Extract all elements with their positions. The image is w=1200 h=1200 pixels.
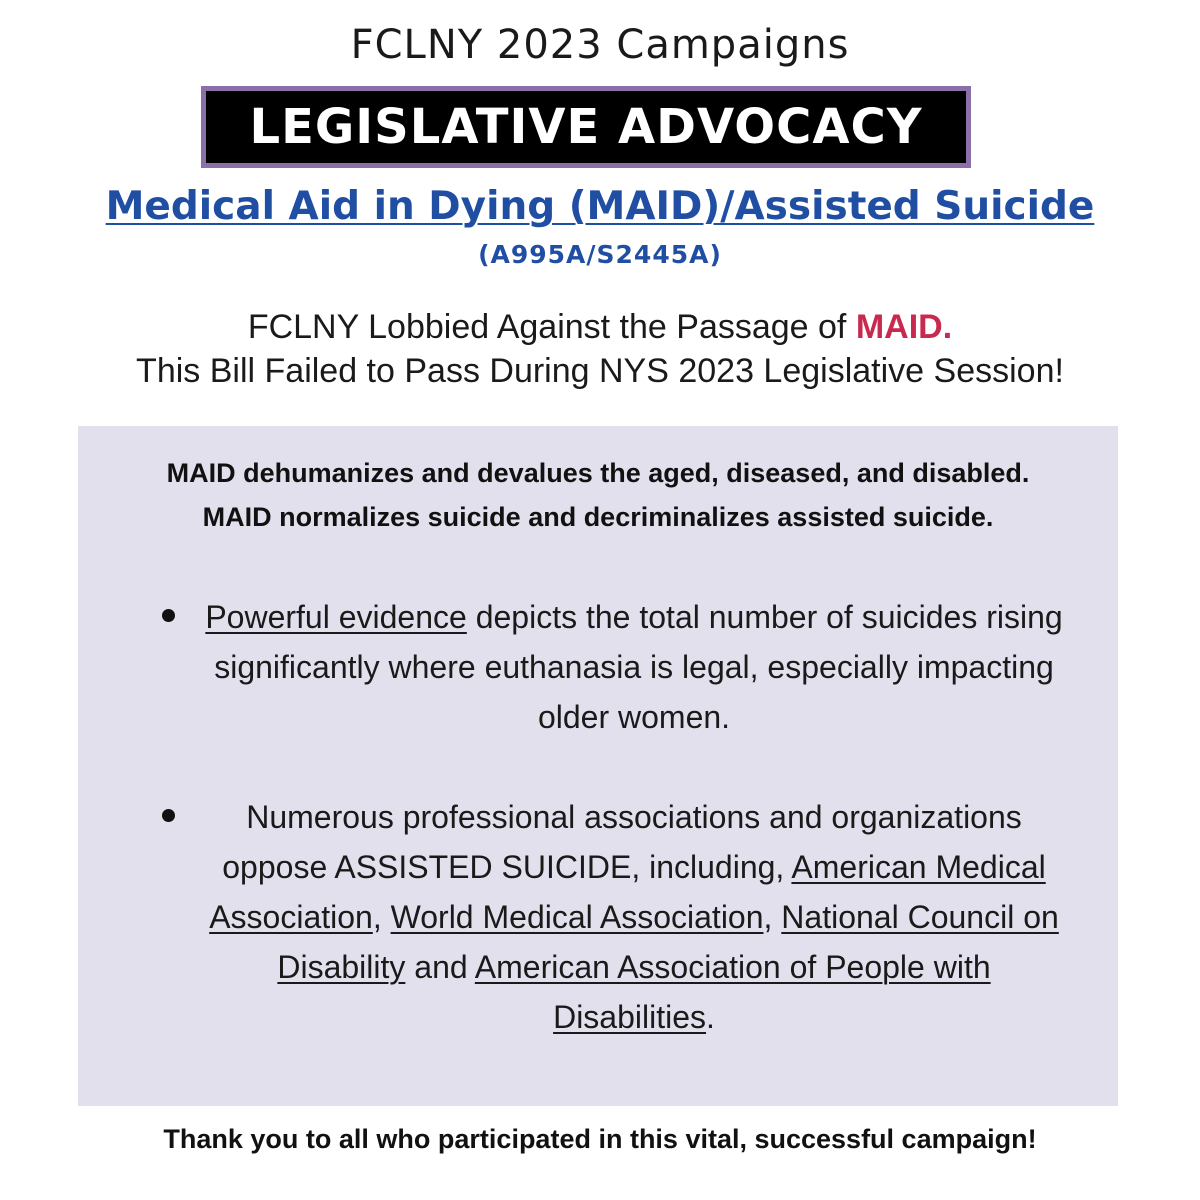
panel-heading-line1: MAID dehumanizes and devalues the aged, diseased, and disabled. <box>166 458 1030 488</box>
separator-and: and <box>405 949 475 985</box>
page-title: FCLNY 2023 Campaigns <box>350 22 850 68</box>
bill-title <box>0 184 1200 229</box>
info-panel <box>78 426 1118 1106</box>
legislative-advocacy-banner <box>201 86 971 168</box>
panel-heading-line2: MAID normalizes suicide and decriminalizes assisted suicide. <box>202 502 994 532</box>
bill-number: (A995A/S2445A) <box>478 240 722 269</box>
lobby-statement-text: FCLNY Lobbied Against the Passage of <box>247 308 856 346</box>
bullet-item-associations-intro: Numerous professional associations and organizations oppose ASSISTED SUICIDE, including, <box>222 799 1022 885</box>
powerful-evidence-link[interactable]: Powerful evidence <box>205 599 467 635</box>
bullet-icon <box>162 609 175 622</box>
world-medical-association-link[interactable]: World Medical Association <box>390 899 764 935</box>
aapd-link[interactable]: American Association of People with Disabilities <box>474 949 991 1035</box>
lobby-statement <box>0 308 1200 347</box>
bullet-item-evidence-text: depicts the total number of suicides rising significantly where euthanasia is legal, especially impacting older women. <box>214 599 1063 735</box>
separator-comma: , <box>763 899 782 935</box>
thank-you-message: Thank you to all who participated in this vital, successful campaign! <box>163 1124 1037 1154</box>
separator-comma: , <box>372 899 391 935</box>
bullet-icon <box>162 809 175 822</box>
bullet-item-associations <box>194 792 1074 1042</box>
maid-highlight: MAID. <box>855 308 953 346</box>
banner-label: LEGISLATIVE ADVOCACY <box>249 99 923 155</box>
sentence-end: . <box>706 999 715 1035</box>
bill-title-link[interactable]: Medical Aid in Dying (MAID)/Assisted Suicide <box>105 184 1095 229</box>
national-council-on-disability-link[interactable]: National Council on Disability <box>277 899 1059 985</box>
bill-result-statement: This Bill Failed to Pass During NYS 2023 Legislative Session! <box>136 352 1064 390</box>
american-medical-association-link[interactable]: American Medical Association <box>209 849 1046 935</box>
bullet-item-evidence <box>194 592 1074 742</box>
